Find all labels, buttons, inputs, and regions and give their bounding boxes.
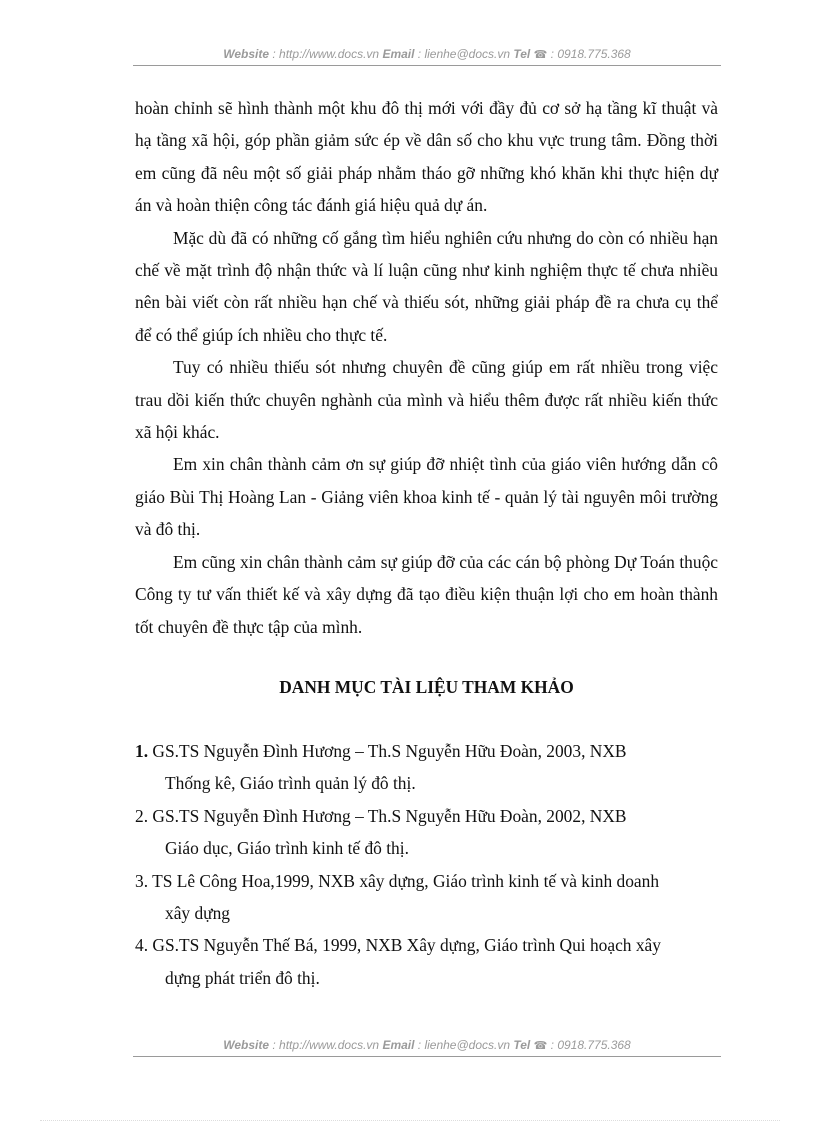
footer-tel-value: : 0918.775.368 [547, 1038, 631, 1052]
footer-website-label: Website [223, 1038, 270, 1052]
footer-tel-label: Tel [513, 1038, 531, 1052]
footer-divider [133, 1056, 721, 1057]
phone-icon: ☎ [533, 1040, 548, 1052]
paragraph-2: Mặc dù đã có những cố gắng tìm hiểu nghiên cứu nhưng do còn có nhiều hạn chế về mặt trình độ nhận thức và lí luận cũng như kinh nghiệm thực tế chưa nhiều nên bài viết còn rất nhiều hạn chế và thiếu sót, những giải pháp đề ra chưa cụ thể để có thể giúp ích nhiều cho thực tế. [135, 227, 718, 345]
reference-line-1: GS.TS Nguyễn Thế Bá, 1999, NXB Xây dựng, Giáo trình Qui hoạch xây [152, 935, 661, 956]
reference-line-2: Thống kê, Giáo trình quản lý đô thị. [165, 773, 416, 794]
reference-number: 2. [135, 805, 149, 826]
phone-icon: ☎ [533, 49, 548, 61]
body-text [135, 92, 718, 643]
paragraph-3: Tuy có nhiều thiếu sót nhưng chuyên đề cũng giúp em rất nhiều trong việc trau dồi kiến thức chuyên nghành của mình và hiểu thêm được rất nhiều kiến thức xã hội khác. [135, 357, 718, 443]
page-edge-divider [40, 1120, 780, 1121]
reference-number: 4. [135, 935, 149, 956]
header-tel-label: Tel [513, 47, 531, 61]
page-footer [133, 1038, 721, 1052]
header-tel-value: : 0918.775.368 [547, 47, 631, 61]
reference-item-1 [135, 735, 718, 800]
reference-item-3 [135, 865, 718, 930]
reference-item-4 [135, 929, 718, 994]
reference-line-1: GS.TS Nguyễn Đình Hương – Th.S Nguyễn Hữu Đoàn, 2003, NXB [152, 741, 627, 761]
reference-line-1: GS.TS Nguyễn Đình Hương – Th.S Nguyễn Hữu Đoàn, 2002, NXB [152, 805, 627, 826]
footer-email-label: Email [382, 1038, 415, 1052]
header-divider [133, 65, 721, 66]
paragraph-5: Em cũng xin chân thành cảm sự giúp đỡ của các cán bộ phòng Dự Toán thuộc Công ty tư vấn thiết kế và xây dựng đã tạo điều kiện thuận lợi cho em hoàn thành tốt chuyên đề thực tập của mình. [135, 551, 718, 637]
header-website-label: Website [223, 47, 270, 61]
paragraph-4: Em xin chân thành cảm ơn sự giúp đỡ nhiệt tình của giáo viên hướng dẫn cô giáo Bùi Thị Hoàng Lan - Giảng viên khoa kinh tế - quản lý tài nguyên môi trường và đô thị. [135, 454, 718, 540]
reference-number: 3. [135, 870, 149, 891]
paragraph-1: hoàn chỉnh sẽ hình thành một khu đô thị mới với đầy đủ cơ sở hạ tầng kĩ thuật và hạ tầng xã hội, góp phần giảm sức ép về dân số cho khu vực trung tâm. Đồng thời em cũng đã nêu một số giải pháp nhằm tháo gỡ những khó khăn khi thực hiện dự án và hoàn thiện công tác đánh giá hiệu quả dự án. [135, 98, 718, 216]
footer-website-value: : http://www.docs.vn [269, 1038, 383, 1052]
page-header [133, 47, 721, 61]
reference-number: 1. [135, 741, 149, 761]
references-list [135, 735, 718, 994]
reference-item-2 [135, 800, 718, 865]
references-title: DANH MỤC TÀI LIỆU THAM KHẢO [279, 677, 574, 697]
reference-line-1: TS Lê Công Hoa,1999, NXB xây dựng, Giáo trình kinh tế và kinh doanh [152, 870, 660, 891]
footer-email-value: : lienhe@docs.vn [414, 1038, 514, 1052]
reference-line-2: dựng phát triển đô thị. [165, 967, 320, 988]
header-website-value: : http://www.docs.vn [269, 47, 383, 61]
header-email-value: : lienhe@docs.vn [414, 47, 514, 61]
reference-line-2: xây dựng [165, 903, 230, 924]
reference-line-2: Giáo dục, Giáo trình kinh tế đô thị. [165, 838, 409, 859]
header-email-label: Email [382, 47, 415, 61]
